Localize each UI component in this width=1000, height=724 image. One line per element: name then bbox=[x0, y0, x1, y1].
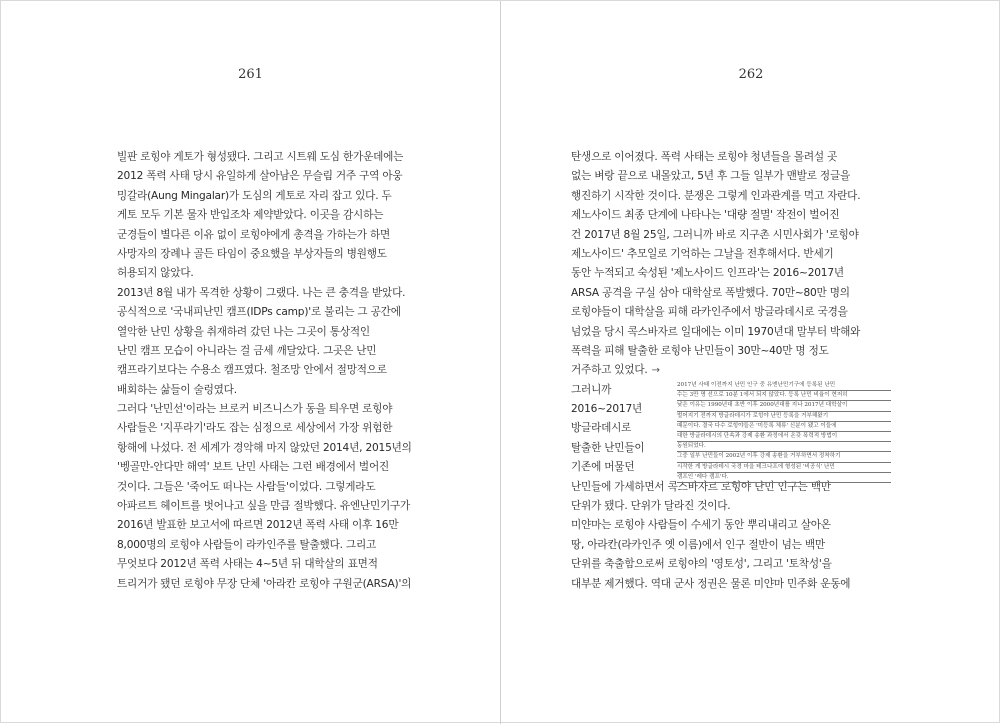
text-line: 대부분 제거했다. 역대 군사 정권은 물론 미얀마 민주화 운동에 bbox=[571, 577, 851, 590]
text-line: 기존에 머물던 bbox=[571, 461, 635, 474]
text-line: 배회하는 삶들이 술렁였다. bbox=[117, 383, 237, 396]
arrow-right-icon: → bbox=[651, 365, 660, 377]
text-line: 탈출한 난민들이 bbox=[571, 441, 645, 454]
text-line: 그러다 '난민선'이라는 브로커 비즈니스가 동을 틔우면 로힝야 bbox=[117, 403, 393, 416]
text-fragment: 거주하고 있었다. bbox=[571, 364, 648, 377]
note-line: 대한 방글라데시의 단속과 강제 송환 과정에서 온갖 폭력적 방법이 bbox=[677, 432, 891, 442]
text-line: 2016~2017년 bbox=[571, 403, 643, 416]
text-line: 탄생으로 이어졌다. 폭력 사태는 로힝야 청년들을 몰려설 곳 bbox=[571, 151, 838, 163]
note-line: 벌어지기 전까지 방글라데시가 로힝야 난민 등록을 거부해왔기 bbox=[677, 412, 891, 422]
text-line: 로힝야들이 대학살을 피해 라카인주에서 방글라데시로 국경을 bbox=[571, 306, 848, 319]
text-line: 없는 벼랑 끝으로 내몰았고, 5년 후 그들 일부가 맨발로 정글을 bbox=[571, 170, 851, 183]
side-note bbox=[677, 381, 891, 483]
text-line: 넘었을 당시 콕스바자르 일대에는 이미 1970년대 말부터 박해와 bbox=[571, 325, 861, 338]
text-line: 게토 모두 기본 물자 반입조차 제약받았다. 이곳을 감시하는 bbox=[117, 209, 384, 222]
text-line: 제노사이드 최종 단계에 나타나는 '대량 절멸' 작전이 벌어진 bbox=[571, 209, 840, 222]
text-line: 2016년 발표한 보고서에 따르면 2012년 폭력 사태 이후 16만 bbox=[117, 519, 399, 532]
text-line: 미얀마는 로힝야 사람들이 수세기 동안 뿌리내리고 살아온 bbox=[571, 519, 831, 532]
text-line: 그러니까 bbox=[571, 383, 612, 396]
text-line: 빌판 로힝야 게토가 형성됐다. 그리고 시트웨 도심 한가운데에는 bbox=[117, 151, 404, 163]
text-line: 열악한 난민 상황을 취재하려 갔던 나는 그곳이 통상적인 bbox=[117, 325, 370, 338]
text-line: 2012 폭력 사태 당시 유일하게 살아남은 무슬림 거주 구역 아웅 bbox=[117, 170, 403, 183]
left-page bbox=[1, 1, 500, 724]
text-line: 동안 누적되고 숙성된 '제노사이드 인프라'는 2016~2017년 bbox=[571, 267, 844, 280]
text-line: 단위가 됐다. 단위가 달라진 것이다. bbox=[571, 500, 731, 513]
text-line: 사망자의 장례나 골든 타임이 중요했을 부상자들의 병원행도 bbox=[117, 247, 387, 260]
note-line: 시작한 게 방글라데시 국경 마을 테크나프에 형성된 '비공식' 난민 bbox=[677, 463, 891, 473]
text-line: ARSA 공격을 구실 삼아 대학살로 폭발했다. 70만~80만 명의 bbox=[571, 286, 850, 299]
page-number: 262 bbox=[738, 67, 764, 82]
text-line: 2013년 8월 내가 목격한 상황이 그랬다. 나는 큰 충격을 받았다. bbox=[117, 286, 406, 299]
text-line: 제노사이드' 추모일로 기억하는 그날을 전후해서다. 반세기 bbox=[571, 247, 834, 260]
text-line: 무엇보다 2012년 폭력 사태는 4~5년 뒤 대학살의 표면적 bbox=[117, 558, 378, 571]
note-line: 그중 일부 난민들이 2002년 이후 강제 송환을 거부하면서 정착하기 bbox=[677, 452, 891, 462]
text-line: 단위를 축출함으로써 로힝야의 '영토성', 그리고 '토착성'을 bbox=[571, 558, 832, 571]
text-line: 항해에 나섰다. 전 세계가 경악해 마지 않았던 2014년, 2015년의 bbox=[117, 441, 412, 454]
note-line: 동원되었다. bbox=[677, 442, 891, 452]
note-line: 수는 3만 명 선으로 10분 1에서 되지 않았다. 등록 난민 비율이 현저히 bbox=[677, 391, 891, 401]
body-text bbox=[117, 148, 437, 594]
text-line: 난민들에 가세하면서 콕스바자르 로힝야 난민 인구는 백만 bbox=[571, 480, 831, 493]
page-number: 261 bbox=[238, 67, 263, 82]
text-line: 행진하기 시작한 것이다. 분쟁은 그렇게 인과관계를 먹고 자란다. bbox=[571, 189, 861, 202]
text-line: 밍갈라(Aung Mingalar)가 도심의 게토로 자리 잡고 있다. 두 bbox=[117, 189, 392, 202]
text-line: 캠프라기보다는 수용소 캠프였다. 철조망 안에서 절망적으로 bbox=[117, 364, 387, 377]
note-line: 2017년 사태 이전까지 난민 인구 중 유엔난민기구에 등록된 난민 bbox=[677, 381, 891, 391]
text-line: 8,000명의 로힝야 사람들이 라카인주를 탈출했다. 그리고 bbox=[117, 538, 377, 551]
text-line: 트리거가 됐던 로힝야 무장 단체 '아라칸 로힝야 구원군(ARSA)'의 bbox=[117, 577, 412, 590]
note-line: 캠프인 '레다 캠프'다. bbox=[677, 473, 891, 483]
text-line: 허용되지 않았다. bbox=[117, 267, 194, 280]
text-line bbox=[571, 361, 891, 380]
text-line: 땅, 아라칸(라카인주 옛 이름)에서 인구 절반이 넘는 백만 bbox=[571, 538, 825, 551]
text-line: 아파르트 헤이트를 벗어나고 싶을 만큼 절박했다. 유엔난민기구가 bbox=[117, 500, 411, 513]
text-line: 난민 캠프 모습이 아니라는 걸 금세 깨달았다. 그곳은 난민 bbox=[117, 344, 377, 357]
note-line: 낮은 이유는 1990년대 초반 이후 2000년대를 지나 2017년 대학살이 bbox=[677, 401, 891, 411]
body-text bbox=[571, 148, 891, 594]
text-line: 것이다. 그들은 '죽어도 떠나는 사람들'이었다. 그렇게라도 bbox=[117, 480, 376, 493]
text-line: 공식적으로 '국내피난민 캠프(IDPs camp)'로 불리는 그 공간에 bbox=[117, 306, 401, 319]
text-line: 폭력을 피해 탈출한 로힝야 난민들이 30만~40만 명 정도 bbox=[571, 344, 829, 357]
text-line: '벵골만-안다만 해역' 보트 난민 사태는 그런 배경에서 벌어진 bbox=[117, 461, 390, 474]
text-line: 군경들이 별다른 이유 없이 로힝야에게 총격을 가하는가 하면 bbox=[117, 228, 391, 241]
text-line: 사람들은 '지푸라기'라도 잡는 심정으로 세상에서 가장 위험한 bbox=[117, 422, 393, 435]
note-line: 때문이다. 결국 다수 로힝야들은 '미등록 체류' 신분이 됐고 이들에 bbox=[677, 422, 891, 432]
right-page bbox=[501, 1, 1000, 724]
text-line: 방글라데시로 bbox=[571, 422, 632, 435]
text-line: 건 2017년 8월 25일, 그러니까 바로 지구촌 시민사회가 '로힝야 bbox=[571, 228, 859, 241]
